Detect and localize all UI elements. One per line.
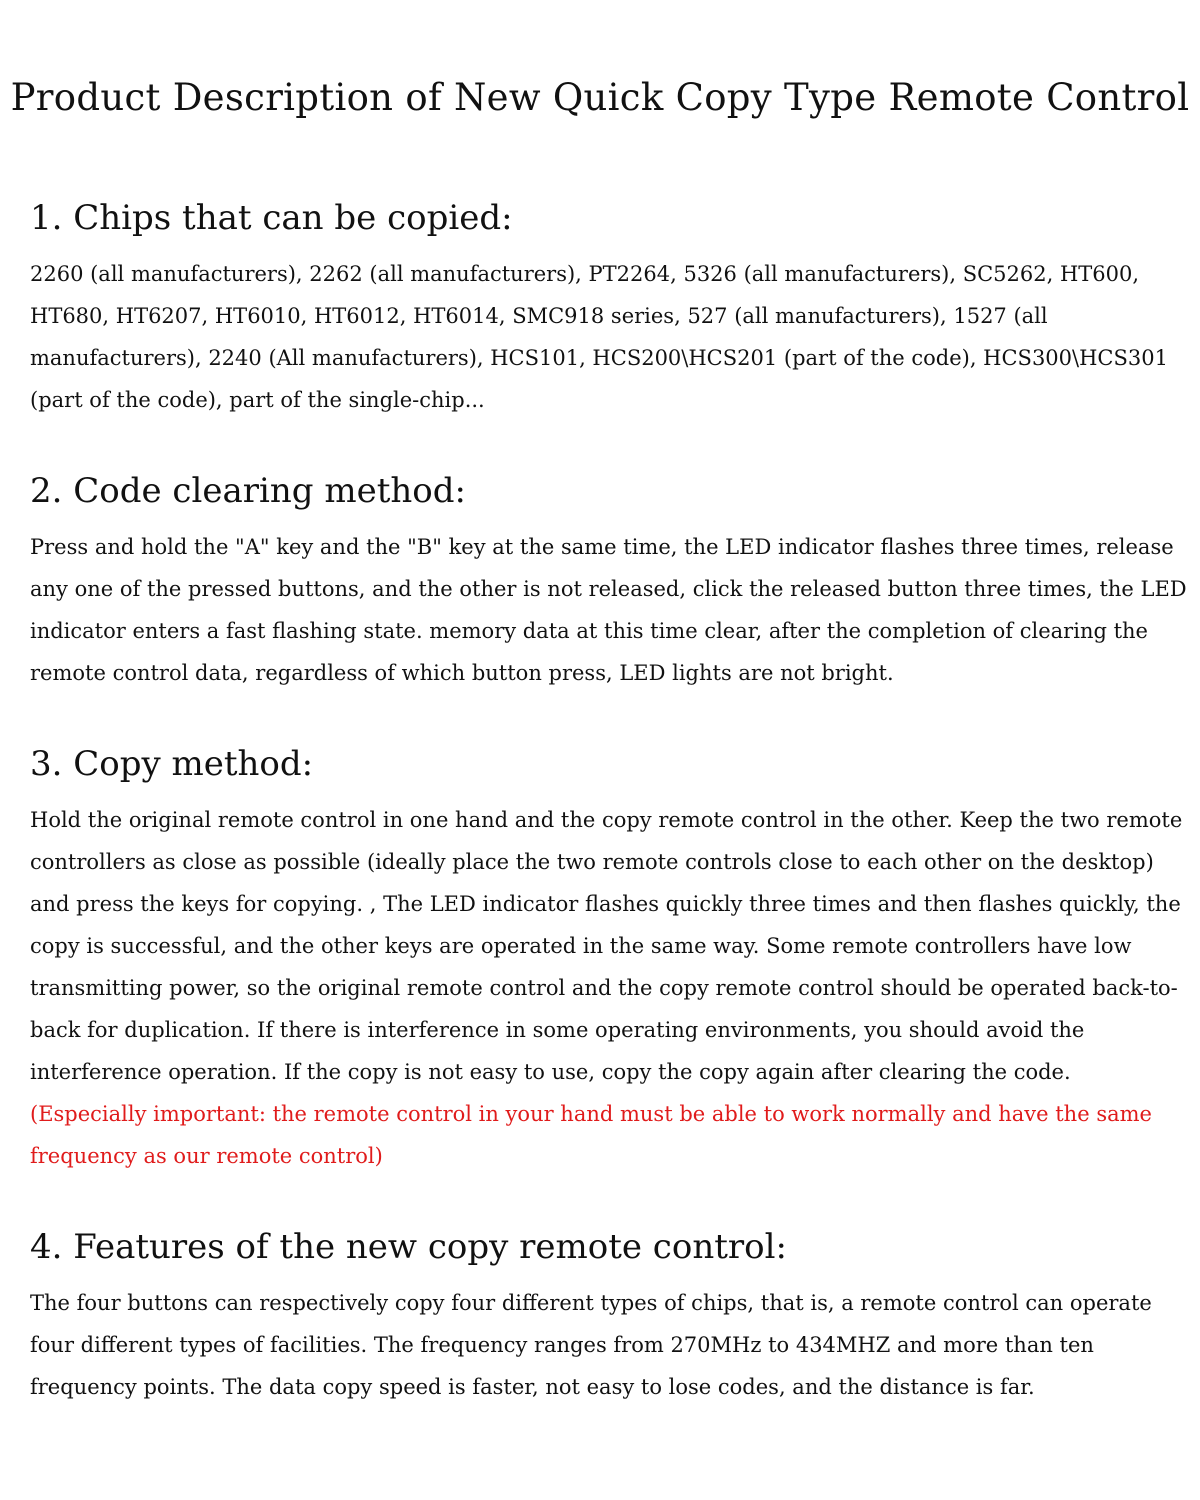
section-heading-code-clearing: 2. Code clearing method:	[30, 471, 466, 511]
code-clearing-text: Press and hold the "A" key and the "B" key at the same time, the LED indicator flashes three times, release any one of the pressed buttons, and the other is not released, click the released button three times, the LED indicator enters a fast flashing state. memory data at this time clear, after the completion of clearing the remote control data, regardless of which button press, LED lights are not bright.	[30, 535, 1187, 685]
section-heading-chips: 1. Chips that can be copied:	[30, 198, 513, 238]
section-chips	[30, 194, 1195, 421]
section-body-chips	[30, 253, 1195, 421]
features-text: The four buttons can respectively copy four different types of chips, that is, a remote control can operate four different types of facilities. The frequency ranges from 270MHz to 434MHZ and more than ten frequency points. The data copy speed is faster, not easy to lose codes, and the distance is far.	[30, 1291, 1152, 1399]
section-features	[30, 1223, 1195, 1408]
copy-method-text: Hold the original remote control in one hand and the copy remote control in the other. Keep the two remote controllers as close as possible (ideally place the two remote controls close to each other on the desktop) and press the keys for copying. , The LED indicator flashes quickly three times and then flashes quickly, the copy is successful, and the other keys are operated in the same way. Some remote controllers have low transmitting power, so the original remote control and the copy remote control should be operated back-to-back for duplication. If there is interference in some operating environments, you should avoid the interference operation. If the copy is not easy to use, copy the copy again after clearing the code.	[30, 808, 1183, 1084]
important-note: (Especially important: the remote control in your hand must be able to work normally and have the same frequency as our remote control)	[30, 1102, 1152, 1168]
section-body-features	[30, 1282, 1195, 1408]
page-title: Product Description of New Quick Copy Type Remote Control	[10, 76, 1190, 119]
section-copy-method	[30, 740, 1195, 1177]
section-body-code-clearing	[30, 526, 1195, 694]
section-heading-copy-method: 3. Copy method:	[30, 744, 314, 784]
section-heading-features: 4. Features of the new copy remote control:	[30, 1227, 787, 1267]
section-body-copy-method	[30, 799, 1195, 1177]
chips-list-text: 2260 (all manufacturers), 2262 (all manufacturers), PT2264, 5326 (all manufacturers), SC5262, HT600, HT680, HT6207, HT6010, HT6012, HT6014, SMC918 series, 527 (all manufacturers), 1527 (all manufacturers), 2240 (All manufacturers), HCS101, HCS200\HCS201 (part of the code), HCS300\HCS301 (part of the code), part of the single-chip...	[30, 262, 1168, 412]
section-code-clearing	[30, 467, 1195, 694]
